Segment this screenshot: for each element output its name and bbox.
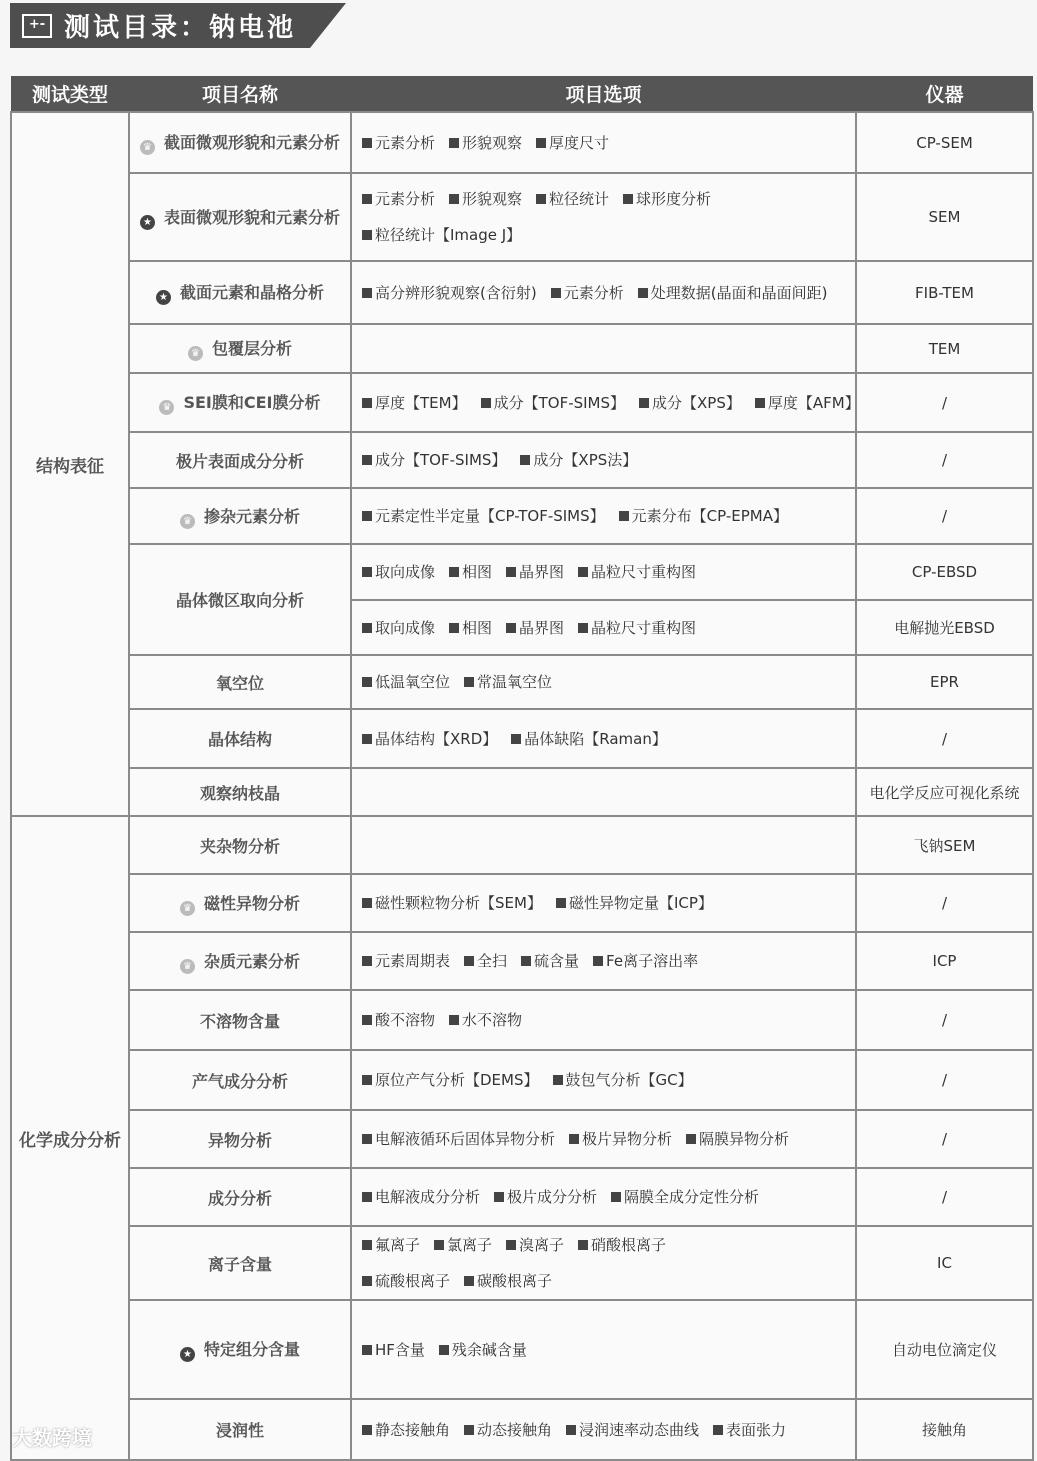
option-item: 取向成像 [362,619,435,637]
star-icon: ★ [180,1347,195,1362]
option-item: 元素分布【CP-EPMA】 [619,507,788,525]
item-name: 截面微观形貌和元素分析 [163,133,340,152]
item-options-cell [351,1110,856,1168]
option-item: 晶粒尺寸重构图 [578,563,696,581]
option-item: 隔膜全成分定性分析 [611,1188,759,1206]
battery-icon: +- [22,14,52,38]
option-item: 成分【XPS】 [639,394,741,412]
table-row [11,261,1033,324]
options-line [362,498,845,534]
instrument-cell: / [856,1168,1033,1226]
option-item: 形貌观察 [449,134,522,152]
item-name-cell [129,432,351,488]
item-options-cell [351,112,856,173]
option-item: 鼓包气分析【GC】 [553,1071,693,1089]
crown-icon: ♛ [140,140,155,155]
option-item: 晶界图 [506,563,564,581]
options-line [362,1179,845,1215]
option-item: 处理数据(晶面和晶面间距) [638,284,828,302]
instrument-cell: IC [856,1226,1033,1300]
header-item-name: 项目名称 [129,76,351,112]
options-line [362,125,845,161]
option-item: 溴离子 [506,1236,564,1254]
table-header [11,76,1033,112]
item-name-cell [129,1110,351,1168]
option-item: 氟离子 [362,1236,420,1254]
option-item: 元素分析 [362,134,435,152]
option-item: 表面张力 [713,1421,786,1439]
instrument-cell: FIB-TEM [856,261,1033,324]
options-line [362,1263,845,1299]
table-row [11,1300,1033,1399]
option-item: 隔膜异物分析 [686,1130,789,1148]
options-line [362,885,845,921]
item-options-cell [351,488,856,544]
table-row [11,655,1033,709]
table-row [11,990,1033,1050]
crown-icon: ♛ [180,514,195,529]
instrument-cell: / [856,373,1033,432]
options-line [362,275,845,311]
table-row [11,1399,1033,1460]
crown-icon: ♛ [159,400,174,415]
test-type-cell: 结构表征 [11,112,129,816]
test-type-cell: 化学成分分析 [11,816,129,1460]
option-item: Fe离子溶出率 [593,952,698,970]
item-name-cell [129,655,351,709]
option-item: 硫酸根离子 [362,1272,450,1290]
item-name-cell [129,932,351,990]
item-name: 晶体微区取向分析 [175,591,304,610]
item-name: 异物分析 [207,1130,272,1150]
instrument-cell: / [856,874,1033,932]
option-item: 相图 [449,619,492,637]
item-options-cell [351,874,856,932]
option-item: 晶体缺陷【Raman】 [511,730,667,748]
item-name-cell [129,544,351,655]
crown-icon: ♛ [188,346,203,361]
instrument-cell: TEM [856,324,1033,373]
table-row [11,1226,1033,1300]
option-item: 晶界图 [506,619,564,637]
option-item: 水不溶物 [449,1011,522,1029]
options-line [362,554,845,590]
item-name-cell [129,990,351,1050]
instrument-cell: 接触角 [856,1399,1033,1460]
option-item: 磁性颗粒物分析【SEM】 [362,894,542,912]
options-line [362,442,845,478]
item-name: 成分分析 [207,1188,272,1208]
option-item: 极片成分分析 [494,1188,597,1206]
options-line [362,1332,845,1368]
instrument-cell: 自动电位滴定仪 [856,1300,1033,1399]
instrument-cell: / [856,488,1033,544]
item-name-cell [129,768,351,816]
item-name-cell [129,1226,351,1300]
item-name: 氧空位 [215,673,264,693]
option-item: 全扫 [464,952,507,970]
header-test-type: 测试类型 [11,76,129,112]
item-name: 产气成分分析 [191,1071,288,1091]
table-row [11,373,1033,432]
instrument-cell: / [856,990,1033,1050]
item-options-cell [351,1399,856,1460]
table-row [11,173,1033,261]
option-item: 元素定性半定量【CP-TOF-SIMS】 [362,507,605,525]
item-options-cell [351,816,856,874]
item-name-cell [129,373,351,432]
option-item: 元素周期表 [362,952,450,970]
table-row [11,324,1033,373]
page-title: 测试目录：钠电池 [64,13,297,43]
instrument-cell: 电解抛光EBSD [856,600,1033,655]
table-row [11,544,1033,600]
item-name-cell [129,709,351,768]
option-item: 极片异物分析 [569,1130,672,1148]
item-options-cell [351,1050,856,1110]
option-item: 电解液成分分析 [362,1188,480,1206]
option-item: 厚度【AFM】 [755,394,860,412]
option-item: 粒径统计【Image J】 [362,226,521,244]
instrument-cell: CP-SEM [856,112,1033,173]
watermark: 大数跨境 [12,1426,92,1450]
option-item: 成分【XPS法】 [520,451,637,469]
option-item: 浸润速率动态曲线 [566,1421,699,1439]
option-item: 粒径统计 [536,190,609,208]
options-line [362,1002,845,1038]
item-options-cell [351,990,856,1050]
table-row [11,1168,1033,1226]
options-line [362,943,845,979]
table-row [11,816,1033,874]
item-name: 包覆层分析 [211,339,292,358]
option-item: 残余碱含量 [439,1341,527,1359]
option-item: 电解液循环后固体异物分析 [362,1130,555,1148]
options-line [362,610,845,646]
crown-icon: ♛ [180,959,195,974]
options-line [362,1062,845,1098]
item-name-cell [129,816,351,874]
page-title-banner [10,3,310,48]
option-item: 原位产气分析【DEMS】 [362,1071,539,1089]
item-name: 特定组分含量 [203,1340,300,1359]
item-options-cell [351,709,856,768]
item-name: 截面元素和晶格分析 [179,283,324,302]
option-item: 氯离子 [434,1236,492,1254]
option-item: 动态接触角 [464,1421,552,1439]
option-item: 碳酸根离子 [464,1272,552,1290]
table-row [11,112,1033,173]
test-catalog-table [10,76,1034,1461]
option-item: 厚度【TEM】 [362,394,467,412]
option-item: 形貌观察 [449,190,522,208]
option-item: 取向成像 [362,563,435,581]
instrument-cell: / [856,1050,1033,1110]
option-item: 元素分析 [362,190,435,208]
option-item: 相图 [449,563,492,581]
star-icon: ★ [156,290,171,305]
item-name: 观察纳枝晶 [199,783,280,803]
item-name: 极片表面成分分析 [175,451,304,471]
instrument-cell: / [856,432,1033,488]
options-line [362,1121,845,1157]
option-item: 成分【TOF-SIMS】 [362,451,506,469]
options-line [362,721,845,757]
item-options-cell [351,932,856,990]
item-options-cell [351,544,856,600]
option-item: HF含量 [362,1341,425,1359]
item-options-cell [351,1226,856,1300]
option-item: 元素分析 [551,284,624,302]
option-item: 高分辨形貌观察(含衍射) [362,284,537,302]
table-row [11,709,1033,768]
header-instrument: 仪器 [856,76,1033,112]
item-name-cell [129,112,351,173]
item-options-cell [351,261,856,324]
option-item: 厚度尺寸 [536,134,609,152]
instrument-cell: EPR [856,655,1033,709]
item-name-cell [129,488,351,544]
crown-icon: ♛ [180,901,195,916]
item-name-cell [129,1050,351,1110]
option-item: 常温氧空位 [464,673,552,691]
item-options-cell [351,655,856,709]
table-row [11,488,1033,544]
instrument-cell: ICP [856,932,1033,990]
item-name: 磁性异物分析 [203,893,300,913]
instrument-cell: / [856,1110,1033,1168]
instrument-cell: 电化学反应可视化系统 [856,768,1033,816]
item-name: 杂质元素分析 [203,951,300,971]
option-item: 晶体结构【XRD】 [362,730,497,748]
item-name: 浸润性 [215,1421,264,1440]
item-options-cell [351,1168,856,1226]
item-options-cell [351,768,856,816]
item-options-cell [351,1300,856,1399]
options-line [362,1227,845,1263]
instrument-cell: / [856,709,1033,768]
item-options-cell [351,173,856,261]
options-line [362,217,845,253]
item-name-cell [129,1168,351,1226]
item-name: 不溶物含量 [199,1011,280,1031]
header-item-options: 项目选项 [351,76,856,112]
item-name: SEI膜和CEI膜分析 [183,393,321,412]
item-options-cell [351,600,856,655]
item-name-cell [129,173,351,261]
option-item: 磁性异物定量【ICP】 [556,894,713,912]
instrument-cell: CP-EBSD [856,544,1033,600]
instrument-cell: SEM [856,173,1033,261]
item-name-cell [129,1300,351,1399]
option-item: 酸不溶物 [362,1011,435,1029]
option-item: 静态接触角 [362,1421,450,1439]
item-options-cell [351,432,856,488]
table-row [11,932,1033,990]
option-item: 球形度分析 [623,190,711,208]
item-name-cell [129,261,351,324]
item-name: 离子含量 [207,1254,272,1274]
table-row [11,1050,1033,1110]
option-item: 成分【TOF-SIMS】 [481,394,625,412]
item-name-cell [129,874,351,932]
instrument-cell: 飞钠SEM [856,816,1033,874]
option-item: 硫含量 [521,952,579,970]
item-name-cell [129,324,351,373]
option-item: 晶粒尺寸重构图 [578,619,696,637]
item-name-cell [129,1399,351,1460]
options-line [362,385,860,421]
item-options-cell [351,373,860,432]
options-line [362,664,845,700]
item-options-cell [351,324,856,373]
star-icon: ★ [140,215,155,230]
item-name: 夹杂物分析 [199,836,280,856]
table-row [11,874,1033,932]
table-row [11,768,1033,816]
options-line [362,1412,845,1448]
table-row [11,432,1033,488]
options-line [362,181,845,217]
table-row [11,1110,1033,1168]
option-item: 低温氧空位 [362,673,450,691]
option-item: 硝酸根离子 [578,1236,666,1254]
item-name: 晶体结构 [207,730,272,749]
item-name: 掺杂元素分析 [203,506,300,526]
item-name: 表面微观形貌和元素分析 [163,207,340,227]
